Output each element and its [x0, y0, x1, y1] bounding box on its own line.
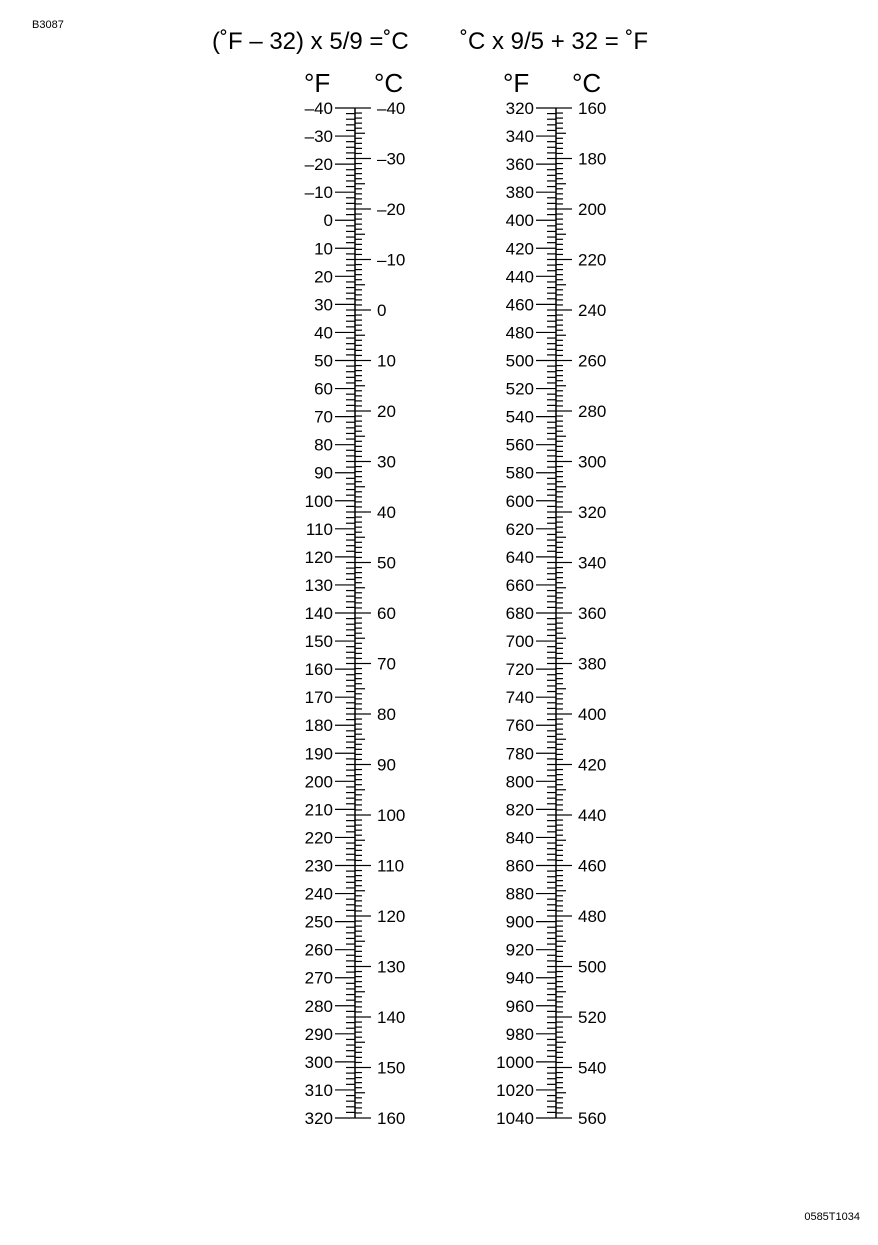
celsius-tick-label: 160 — [377, 1109, 406, 1128]
celsius-tick-label: 420 — [578, 755, 607, 775]
fahrenheit-tick-label: 820 — [505, 800, 534, 820]
fahrenheit-tick-label: –40 — [304, 99, 333, 118]
fahrenheit-tick-label: 190 — [304, 744, 333, 764]
celsius-tick-label: 120 — [377, 907, 406, 926]
figure-code: 0585T1034 — [804, 1211, 860, 1223]
fahrenheit-tick-label: 960 — [505, 996, 534, 1016]
celsius-tick-label: 340 — [578, 553, 607, 573]
scale-1 — [305, 99, 406, 1128]
fahrenheit-tick-label: 130 — [304, 575, 333, 595]
fahrenheit-tick-label: 320 — [304, 1109, 333, 1128]
fahrenheit-tick-label: 300 — [304, 1052, 333, 1072]
celsius-tick-label: 110 — [377, 856, 405, 876]
celsius-tick-label: 280 — [578, 402, 607, 421]
fahrenheit-tick-label: 320 — [505, 99, 534, 118]
document-code: B3087 — [32, 19, 64, 31]
fahrenheit-tick-label: 310 — [304, 1080, 333, 1100]
formula-fahrenheit-to-celsius: (˚F – 32) x 5/9 =˚C — [212, 28, 409, 55]
celsius-tick-label: 380 — [578, 654, 607, 674]
celsius-tick-label: 10 — [377, 351, 396, 371]
fahrenheit-tick-label: 210 — [304, 800, 333, 820]
scale-1-celsius-header: °C — [374, 68, 404, 98]
fahrenheit-tick-label: 80 — [314, 435, 333, 455]
celsius-tick-label: 60 — [377, 604, 396, 623]
fahrenheit-tick-label: –10 — [304, 183, 333, 203]
fahrenheit-tick-label: 200 — [304, 772, 333, 792]
celsius-tick-label: 240 — [578, 301, 607, 320]
fahrenheit-tick-label: 900 — [505, 912, 534, 932]
celsius-tick-label: –40 — [377, 99, 406, 118]
scale-2 — [496, 99, 606, 1128]
celsius-tick-label: 30 — [377, 452, 396, 472]
fahrenheit-tick-label: 580 — [505, 463, 534, 483]
celsius-tick-label: –30 — [377, 149, 406, 169]
fahrenheit-tick-label: 380 — [505, 183, 534, 203]
fahrenheit-tick-label: 760 — [505, 716, 534, 736]
scale-2-fahrenheit-header: °F — [503, 68, 530, 98]
fahrenheit-tick-label: 70 — [314, 407, 333, 427]
celsius-tick-label: –20 — [377, 200, 406, 219]
fahrenheit-tick-label: 640 — [505, 547, 534, 567]
fahrenheit-tick-label: 60 — [314, 379, 333, 399]
fahrenheit-tick-label: 50 — [314, 351, 333, 371]
fahrenheit-tick-label: 340 — [505, 127, 534, 147]
celsius-tick-label: 50 — [377, 553, 396, 573]
celsius-tick-label: 520 — [578, 1008, 607, 1027]
fahrenheit-tick-label: 880 — [505, 884, 534, 904]
fahrenheit-tick-label: 240 — [304, 884, 333, 904]
celsius-tick-label: 150 — [377, 1058, 406, 1078]
fahrenheit-tick-label: 500 — [505, 351, 534, 371]
celsius-tick-label: 500 — [578, 957, 607, 977]
fahrenheit-tick-label: 680 — [505, 604, 534, 623]
fahrenheit-tick-label: 420 — [505, 239, 534, 259]
celsius-tick-label: 80 — [377, 705, 396, 724]
fahrenheit-tick-label: 980 — [505, 1024, 534, 1044]
fahrenheit-tick-label: 110 — [305, 519, 333, 539]
celsius-tick-label: 90 — [377, 755, 396, 775]
fahrenheit-tick-label: 140 — [304, 604, 333, 623]
fahrenheit-tick-label: 540 — [505, 407, 534, 427]
fahrenheit-tick-label: 360 — [505, 155, 534, 175]
fahrenheit-tick-label: 860 — [505, 856, 534, 876]
celsius-tick-label: 0 — [377, 301, 387, 320]
fahrenheit-tick-label: 940 — [505, 968, 534, 988]
celsius-tick-label: 440 — [578, 806, 607, 825]
fahrenheit-tick-label: 660 — [505, 575, 534, 595]
formula-celsius-to-fahrenheit: ˚C x 9/5 + 32 = ˚F — [460, 28, 649, 55]
celsius-tick-label: 180 — [578, 149, 607, 169]
celsius-tick-label: 20 — [377, 402, 396, 421]
fahrenheit-tick-label: 250 — [304, 912, 333, 932]
fahrenheit-tick-label: 180 — [304, 716, 333, 736]
fahrenheit-tick-label: 0 — [323, 211, 333, 231]
fahrenheit-tick-label: 740 — [505, 688, 534, 708]
fahrenheit-tick-label: 720 — [505, 660, 534, 680]
fahrenheit-tick-label: 480 — [505, 323, 534, 343]
fahrenheit-tick-label: 160 — [304, 660, 333, 680]
fahrenheit-tick-label: 560 — [505, 435, 534, 455]
fahrenheit-tick-label: 260 — [304, 940, 333, 960]
fahrenheit-tick-label: 600 — [505, 491, 534, 511]
celsius-tick-label: –10 — [377, 250, 406, 270]
celsius-tick-label: 130 — [377, 957, 406, 977]
scale-1-fahrenheit-header: °F — [304, 68, 331, 98]
fahrenheit-tick-label: 620 — [505, 519, 534, 539]
fahrenheit-tick-label: 920 — [505, 940, 534, 960]
fahrenheit-tick-label: 220 — [304, 828, 333, 848]
celsius-tick-label: 460 — [578, 856, 607, 876]
celsius-tick-label: 100 — [377, 806, 406, 825]
fahrenheit-tick-label: 290 — [304, 1024, 333, 1044]
fahrenheit-tick-label: 230 — [304, 856, 333, 876]
fahrenheit-tick-label: 100 — [304, 491, 333, 511]
celsius-tick-label: 540 — [578, 1058, 607, 1078]
fahrenheit-tick-label: 90 — [314, 463, 333, 483]
celsius-tick-label: 360 — [578, 604, 607, 623]
fahrenheit-tick-label: 120 — [304, 547, 333, 567]
celsius-tick-label: 40 — [377, 503, 396, 522]
celsius-tick-label: 200 — [578, 200, 607, 219]
celsius-tick-label: 160 — [578, 99, 607, 118]
celsius-tick-label: 480 — [578, 907, 607, 926]
fahrenheit-tick-label: 1000 — [496, 1052, 534, 1072]
fahrenheit-tick-label: 700 — [505, 632, 534, 652]
fahrenheit-tick-label: 170 — [304, 688, 333, 708]
celsius-tick-label: 260 — [578, 351, 607, 371]
fahrenheit-tick-label: 1040 — [496, 1109, 534, 1128]
fahrenheit-tick-label: 440 — [505, 267, 534, 287]
fahrenheit-tick-label: 280 — [304, 996, 333, 1016]
scale-2-celsius-header: °C — [572, 68, 602, 98]
fahrenheit-tick-label: –30 — [304, 127, 333, 147]
celsius-tick-label: 320 — [578, 503, 607, 522]
celsius-tick-label: 140 — [377, 1008, 406, 1027]
fahrenheit-tick-label: 520 — [505, 379, 534, 399]
fahrenheit-tick-label: 270 — [304, 968, 333, 988]
fahrenheit-tick-label: 30 — [314, 295, 333, 315]
fahrenheit-tick-label: 840 — [505, 828, 534, 848]
fahrenheit-tick-label: –20 — [304, 155, 333, 175]
fahrenheit-tick-label: 460 — [505, 295, 534, 315]
fahrenheit-tick-label: 20 — [314, 267, 333, 287]
fahrenheit-tick-label: 780 — [505, 744, 534, 764]
fahrenheit-tick-label: 800 — [505, 772, 534, 792]
celsius-tick-label: 220 — [578, 250, 607, 270]
celsius-tick-label: 400 — [578, 705, 607, 724]
celsius-tick-label: 560 — [578, 1109, 607, 1128]
fahrenheit-tick-label: 40 — [314, 323, 333, 343]
celsius-tick-label: 300 — [578, 452, 607, 472]
celsius-tick-label: 70 — [377, 654, 396, 674]
fahrenheit-tick-label: 150 — [304, 632, 333, 652]
fahrenheit-tick-label: 10 — [314, 239, 333, 259]
fahrenheit-tick-label: 1020 — [496, 1080, 534, 1100]
fahrenheit-tick-label: 400 — [505, 211, 534, 231]
